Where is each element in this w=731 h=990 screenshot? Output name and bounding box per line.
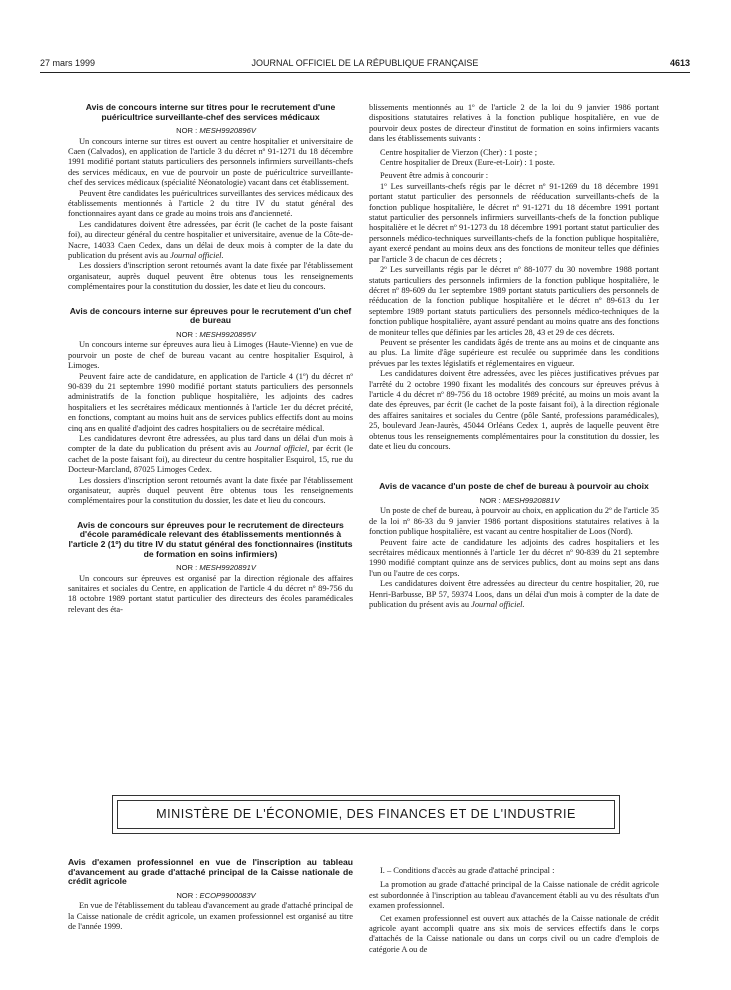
paragraph: blissements mentionnés au 1º de l'article 2 de la loi du 9 janvier 1986 portant dispositions statutaires relatives à la fonction publique hospitalière, en vue de pourvoir deux postes de directeur d'institut de formation en soins infirmiers vacants dans les établissements suivants : xyxy=(369,103,659,144)
paragraph: En vue de l'établissement du tableau d'avancement au grade d'attaché principal de la Caisse nationale de crédit agricole, un examen professionnel est organisé au titre de l'année 1999. xyxy=(68,901,353,931)
issue-date: 27 mars 1999 xyxy=(40,58,96,68)
paragraph: 2º Les surveillants régis par le décret nº 88-1077 du 30 novembre 1988 portant statuts particuliers des personnels infirmiers de la fonction publique hospitalière, le décret nº 89-609 du 1er septembre 1989 portant statuts particuliers des personnels de rééducation de la fonction publique hospitalière et le décret nº 89-613 du 1er septembre 1989 portant statuts particuliers des personnels médico-techniques de la fonction publique hospitalière, ayant assuré pendant au moins quatre ans des fonctions de moniteur telles que définies par les articles 28, 43 et 29 de ces décrets. xyxy=(369,265,659,337)
paragraph: Cet examen professionnel est ouvert aux attachés de la Caisse nationale de crédit agricole ayant accompli quatre ans six mois de services effectifs dans le corps d'attachés de la Caisse nationale ou dans un corps civil ou un cadre d'emplois de catégorie A ou de xyxy=(369,913,659,954)
journal-title: JOURNAL OFFICIEL DE LA RÉPUBLIQUE FRANÇAISE xyxy=(251,58,479,68)
article-puericultrice xyxy=(68,103,353,293)
paragraph: Les candidatures doivent être adressées, avec les pièces justificatives prévues par l'arrêté du 2 octobre 1990 fixant les modalités des concours sur épreuves prévus à l'article 4 du décret nº 89-756 du 18 octobre 1989 précité, au moins un mois avant la date des épreuves, par écrit (le cachet de la poste faisant foi), à la direction régionale des affaires sanitaires et sociales du Centre (pôle Santé, professions paramédicales), 25, boulevard Jean-Jaurès, 45044 Orléans Cedex 1, auprès de laquelle peuvent être obtenus tous les renseignements complémentaires pour la constitution du dossier, les date et lieu du concours. xyxy=(369,369,659,451)
nor-code: MESH9920881V xyxy=(502,496,560,505)
paragraph: Les candidatures doivent être adressées, par écrit (le cachet de la poste faisant foi), au directeur général du centre hospitalier et universitaire, avenue de la Côte-de-Nacre, 14033 Caen Cedex, dans un délai de deux mois à compter de la date du publication du présent avis au Journal officiel. xyxy=(68,219,353,261)
paragraph: Peuvent se présenter les candidats âgés de trente ans au moins et de cinquante ans au plus. La limite d'âge supérieure est reculée ou supprimée dans les conditions prévues par les textes législatifs et réglementaires en vigueur. xyxy=(369,337,659,368)
article-vacance-chef-bureau xyxy=(369,482,659,610)
paragraph: Peuvent faire acte de candidature les adjoints des cadres hospitaliers et les secrétaires médicaux mentionnés à l'article 1er du décret nº 90-839 du 21 septembre 1990 modifié comptant quinze ans de services publics, dont au moins sept ans dans l'un ou l'autre de ces corps. xyxy=(369,537,659,578)
article-title: Avis de concours interne sur épreuves pour le recrutement d'un chef de bureau xyxy=(69,305,352,326)
nor-code: MESH9920891V xyxy=(199,563,256,573)
header-rule xyxy=(40,72,690,73)
paragraph: La promotion au grade d'attaché principal de la Caisse nationale de crédit agricole est subordonnée à l'inscription au tableau d'avancement établi au vu des résultats d'un examen professionnel. xyxy=(369,880,659,911)
nor-reference: NOR : MESH9920895V xyxy=(176,329,256,339)
article-directeurs-ecole xyxy=(68,521,353,615)
article-chef-bureau xyxy=(68,307,353,507)
establishment-item: Centre hospitalier de Vierzon (Cher) : 1 poste ; xyxy=(380,147,538,157)
section-heading: I. – Conditions d'accès au grade d'attaché principal : xyxy=(380,866,555,875)
nor-code: ECOP9900083V xyxy=(199,890,256,900)
bottom-left-column xyxy=(68,858,353,932)
paragraph: Les dossiers d'inscription seront retournés avant la date fixée par l'établissement organisateur, auprès duquel peuvent être obtenus tous les renseignements complémentaires pour la constitution du dossier, les date et lieu du concours. xyxy=(68,475,353,506)
right-column xyxy=(369,103,659,610)
running-header xyxy=(40,58,690,70)
paragraph: Un concours interne sur épreuves aura lieu à Limoges (Haute-Vienne) en vue de pourvoir un poste de chef de bureau vacant au centre hospitalier Esquirol, à Limoges. xyxy=(68,340,353,371)
nor-reference: NOR : MESH9920881V xyxy=(479,496,560,505)
left-column xyxy=(68,103,353,615)
paragraph: 1º Les surveillants-chefs régis par le décret nº 91-1269 du 18 décembre 1991 portant statut particulier des personnels de rééducation surveillants-chefs de la fonction publique hospitalière, le décret nº 91-1271 du 18 décembre 1991 portant statut particulier des personnels infirmiers surveillants-chefs de la fonction publique hospitalière et le décret nº 91-1273 du 18 décembre 1991 portant statut particulier des personnels médico-techniques surveillants-chefs de la fonction publique hospitalière, ayant exercé pendant au moins deux ans des fonctions de moniteur telles que définies par l'article 3 de chacun de ces décrets ; xyxy=(369,181,659,264)
nor-code: MESH9920896V xyxy=(199,126,256,136)
nor-reference: NOR : MESH9920891V xyxy=(176,563,256,573)
paragraph: Les candidatures devront être adressées, au plus tard dans un délai d'un mois à compter de la date du publication du présent avis au Journal officiel, par écrit (le cachet de la poste faisant foi), au directeur du centre hospitalier Esquirol, 15, rue du Docteur-Marcland, 87025 Limoges Cedex. xyxy=(68,433,353,475)
article-title: Avis de concours interne sur titres pour le recrutement d'une puéricultrice surveillante-chef des services médicaux xyxy=(85,102,336,122)
establishment-item: Centre hospitalier de Dreux (Eure-et-Loir) : 1 poste. xyxy=(380,158,555,168)
paragraph: Peuvent être admis à concourir : xyxy=(380,171,489,181)
paragraph: Un concours interne sur titres est ouvert au centre hospitalier et universitaire de Caen (Calvados), en application de l'article 3 du décret nº 91-1271 du 18 décembre 1991 modifié portant statuts particuliers des personnels infirmiers surveillants-chefs des services médicaux, en vue de pourvoir un poste de puéricultrice surveillante-chef des services médicaux (spécialité Néonatologie) vacant dans cet établissement. xyxy=(68,136,353,188)
page-number: 4613 xyxy=(669,58,690,68)
nor-reference: NOR : ECOP9900083V xyxy=(176,890,256,900)
paragraph: Un concours sur épreuves est organisé par la direction régionale des affaires sanitaires et sociales du Centre, en application de l'article 4 du décret nº 89-756 du 18 octobre 1989 portant statut particulier des directeurs des écoles paramédicales relevant des éta- xyxy=(68,573,353,614)
article-title: Avis d'examen professionnel en vue de l'inscription au tableau d'avancement au grade d'attaché principal de la Caisse nationale de crédit agricole xyxy=(68,857,353,887)
paragraph: Les candidatures doivent être adressées au directeur du centre hospitalier, 20, rue Henri-Barbusse, BP 57, 59374 Loos, dans un délai d'un mois à compter de la date de publication du présent avis au Journal officiel. xyxy=(369,579,659,610)
article-title: Avis de concours sur épreuves pour le recrutement de directeurs d'école paramédicale relevant des établissements mentionnés à l'article 2 (1º) du titre IV du statut général des fonctionnaires (instituts de formation en soins infirmiers) xyxy=(68,519,353,559)
paragraph: Peuvent faire acte de candidature, en application de l'article 4 (1º) du décret nº 90-839 du 21 septembre 1990 modifié portant statuts particuliers des personnels administratifs de la fonction publique hospitalière, les adjoints des cadres hospitaliers et les secrétaires médicaux mentionnés à l'article 1er du décret précité, en fonctions, comptant au moins huit ans de services publics effectifs dont au moins cinq ans en qualité d'adjoint des cadres hospitaliers ou de secrétaire médical. xyxy=(68,371,353,433)
nor-reference: NOR : MESH9920896V xyxy=(176,126,256,136)
bottom-right-column xyxy=(369,866,659,955)
ministry-banner: MINISTÈRE DE L'ÉCONOMIE, DES FINANCES ET DE L'INDUSTRIE xyxy=(117,800,615,829)
paragraph: Un poste de chef de bureau, à pourvoir au choix, en application du 2º de l'article 35 de la loi nº 86-33 du 9 janvier 1986 portant dispositions statutaires relatives à la fonction publique hospitalière, est vacant au centre hospitalier de Loos (Nord). xyxy=(369,506,659,537)
article-title: Avis de vacance d'un poste de chef de bureau à pourvoir au choix xyxy=(379,481,649,492)
paragraph: Peuvent être candidates les puéricultrices surveillantes des services médicaux des établissements mentionnés à l'article 2 du titre IV du statut général des fonctionnaires ayant dans ce grade au moins trois ans d'ancienneté. xyxy=(68,188,353,219)
paragraph: Les dossiers d'inscription seront retournés avant la date fixée par l'établissement organisateur, auprès duquel peuvent être obtenus tous les renseignements complémentaires pour la constitution du dossier, les date et lieu du concours. xyxy=(68,261,353,292)
nor-code: MESH9920895V xyxy=(199,329,256,339)
